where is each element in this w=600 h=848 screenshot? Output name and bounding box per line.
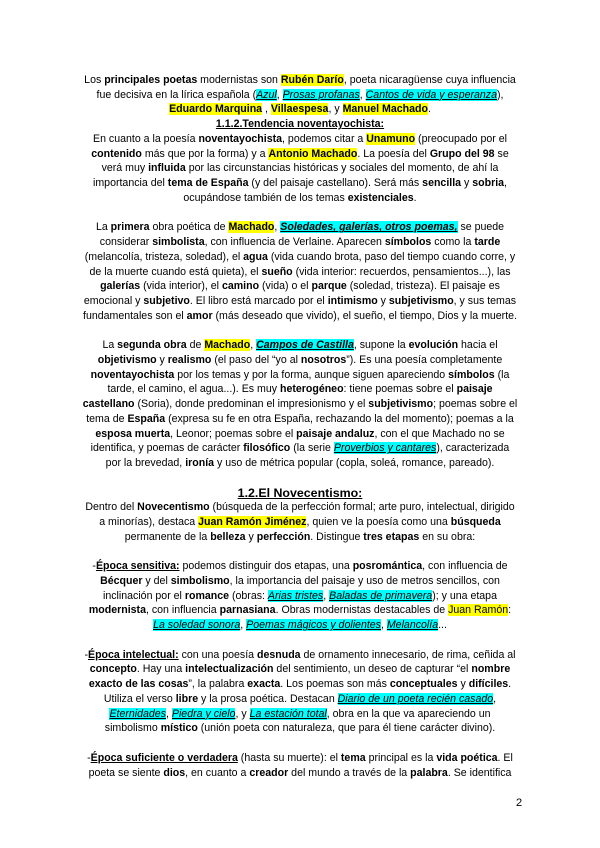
text-run: La	[95, 221, 111, 234]
text-run: ), caracterizada	[436, 442, 510, 455]
text-run: (Soria), donde predominan el impresionismo y el	[134, 398, 369, 411]
text-run: se puede	[457, 221, 505, 234]
text-run: ,	[250, 339, 257, 352]
paragraph	[30, 338, 570, 471]
paragraph	[30, 486, 570, 545]
text-line	[30, 250, 570, 265]
text-line	[30, 220, 570, 235]
text-run: y del	[142, 574, 171, 587]
bold-keyword: influida	[148, 162, 186, 175]
text-run: y	[245, 530, 257, 543]
bold-keyword: perfección	[256, 530, 311, 543]
text-run: -	[87, 751, 91, 764]
highlighted-work-title: Cantos de vida y esperanza	[365, 88, 497, 101]
bold-keyword: Grupo del 98	[429, 147, 495, 160]
text-run: .	[508, 678, 512, 691]
text-line	[30, 707, 570, 722]
highlighted-author-name: Unamuno	[366, 132, 416, 145]
text-line	[30, 147, 570, 162]
text-line	[30, 279, 570, 294]
text-run: y	[377, 295, 389, 308]
text-run: y	[156, 353, 168, 366]
section-heading: 1.2.El Novecentismo:	[237, 485, 363, 500]
text-run: del sentimiento, un deseo de capturar “el	[273, 663, 472, 676]
text-run: principal es la	[365, 751, 437, 764]
text-line	[30, 648, 570, 663]
text-run: :	[508, 604, 512, 617]
text-run: ,	[166, 707, 172, 720]
text-run: , con influencia	[145, 604, 220, 617]
text-run: tarde, el camino, el agua...). Es muy	[107, 383, 280, 396]
text-run: (obras:	[229, 589, 268, 602]
highlighted-work-title: Proverbios y cantares	[333, 442, 437, 455]
bold-keyword: conceptuales	[389, 678, 458, 691]
text-run: de	[186, 339, 205, 352]
text-run: , podemos citar a	[282, 132, 367, 145]
text-line	[30, 88, 570, 103]
text-run: ,	[504, 177, 507, 190]
text-run: , y	[235, 707, 250, 720]
bold-keyword: agua	[243, 250, 268, 263]
bold-keyword: principales poetas	[104, 74, 198, 86]
text-run: ,	[380, 619, 387, 632]
text-run: . El libro está marcado por el	[189, 295, 328, 308]
text-line	[30, 618, 570, 633]
text-run: y uso de métrica popular (copla, soleá, romance, pareado).	[214, 457, 495, 470]
text-line	[30, 766, 570, 781]
bold-keyword: simbolista	[152, 236, 205, 249]
text-run: ; poemas sobre el	[433, 398, 518, 411]
text-line	[30, 73, 570, 88]
text-line	[30, 574, 570, 589]
text-run: modernistas son	[197, 74, 281, 86]
bold-keyword: España	[127, 412, 166, 425]
text-line	[30, 603, 570, 618]
text-run: (la	[494, 368, 510, 381]
text-run: ,	[240, 619, 247, 632]
bold-keyword: exacto de las cosas	[88, 678, 189, 691]
text-run: (soledad, tristeza). El paisaje es	[346, 280, 500, 293]
text-run: identifica, y poemas de carácter	[90, 442, 244, 455]
bold-keyword: símbolos	[448, 368, 495, 381]
bold-keyword: desnuda	[257, 648, 301, 661]
text-run: por los temas y por la forma, aunque siguen apareciendo	[174, 368, 449, 381]
highlighted-work-title: Eternidades	[109, 707, 166, 720]
text-run: ”, la palabra	[188, 678, 248, 691]
bold-keyword: subjetivismo	[368, 398, 434, 411]
page-number: 2	[516, 797, 523, 809]
bold-keyword: exacta	[247, 678, 281, 691]
bold-keyword: sobria	[472, 177, 505, 190]
highlighted-author-name: Machado	[204, 339, 251, 352]
text-run: ),	[496, 88, 504, 101]
text-line	[30, 191, 570, 206]
text-run: , poeta nicaragüense cuya influencia	[343, 74, 516, 86]
text-line	[30, 353, 570, 368]
text-run: importancia del	[93, 177, 168, 190]
text-run: La	[102, 339, 118, 352]
text-run: permanente de la	[124, 530, 211, 543]
highlighted-work-title: Diario de un poeta recién casado	[337, 692, 494, 705]
text-run: , con el que Machado no se	[374, 427, 505, 440]
bold-keyword: libre	[175, 692, 199, 705]
bold-keyword: romance	[184, 589, 230, 602]
paragraph	[30, 73, 570, 206]
text-run: emocional y	[83, 295, 144, 308]
text-line	[30, 427, 570, 442]
highlighted-work-title: Azul	[256, 88, 277, 101]
text-run: -	[92, 560, 96, 573]
bold-keyword: subjetivo	[143, 295, 190, 308]
subsection-heading: 1.1.2.Tendencia noventayochista:	[215, 118, 385, 131]
text-line	[30, 559, 570, 574]
text-line	[30, 338, 570, 353]
bold-keyword: amor	[186, 309, 213, 322]
bold-keyword: Bécquer	[100, 574, 143, 587]
highlighted-work-title: Campos de Castilla	[256, 339, 354, 352]
bold-keyword: símbolos	[384, 236, 432, 249]
text-run: , obra en la que va apareciendo un	[326, 707, 491, 720]
text-run: (vida interior), el	[140, 280, 222, 293]
text-run: . Obras modernistas destacables de	[275, 604, 449, 617]
text-run: , en cuanto a	[185, 766, 250, 779]
text-run: y la prosa poética. Destacan	[198, 692, 338, 705]
text-run: y	[461, 177, 473, 190]
text-run: simbolismo	[104, 722, 161, 735]
text-run: , con influencia de	[422, 560, 508, 573]
text-run: en su obra:	[419, 530, 476, 543]
text-run: (unión poeta con naturaleza, que para él tiene carácter divino).	[197, 722, 496, 735]
highlighted-author-name: Juan Ramón Jiménez	[198, 516, 307, 529]
bold-keyword: contenido	[91, 147, 142, 160]
text-run: a minorías), destaca	[99, 516, 199, 529]
bold-keyword: palabra	[410, 766, 448, 779]
paragraph	[30, 220, 570, 323]
text-run: (vida cuando brota, paso del tiempo cuando corre, y	[267, 250, 516, 263]
bold-keyword: creador	[249, 766, 289, 779]
bold-keyword: evolución	[408, 339, 459, 352]
text-run: obra poética de	[149, 221, 229, 234]
text-run: . Se identifica	[447, 766, 512, 779]
bold-keyword: heterogéneo	[279, 383, 344, 396]
bold-keyword: parnasiana	[219, 604, 276, 617]
bold-keyword: simbolismo	[170, 574, 230, 587]
text-line	[30, 368, 570, 383]
bold-keyword: intelectualización	[185, 663, 274, 676]
bold-keyword: concepto	[89, 663, 137, 676]
highlighted-author-name: Eduardo Marquina	[169, 103, 263, 116]
text-run: fundamentales son el	[83, 309, 187, 322]
text-run: ,	[274, 221, 281, 234]
text-run: por la brevedad,	[105, 457, 186, 470]
text-run: -	[84, 648, 88, 661]
highlighted-author-name: Villaespesa	[270, 103, 329, 116]
blank-line	[30, 471, 570, 486]
text-run: Los	[84, 74, 105, 86]
highlighted-work-title: Arias tristes	[267, 589, 324, 602]
text-run: (búsqueda de la perfección formal; arte puro, intelectual, dirigido	[209, 501, 515, 514]
text-run: . Distingue	[310, 530, 364, 543]
text-line	[30, 309, 570, 324]
highlighted-work-title: Soledades, galerías, otros poemas,	[280, 221, 458, 234]
text-run: ,	[359, 88, 366, 101]
paragraph	[30, 648, 570, 736]
text-run: ...	[438, 619, 447, 632]
highlighted-work-title: La soledad sonora	[153, 619, 241, 632]
paragraph	[30, 751, 570, 780]
bold-keyword: noventayochista	[198, 132, 283, 145]
text-run: (más deseado que vivido), el sueño, el tiempo, Dios y la muerte.	[212, 309, 517, 322]
text-run: (vida interior: recuerdos, pensamientos...), las	[292, 265, 511, 278]
bold-keyword: difíciles	[468, 678, 509, 691]
text-run: , y sus temas	[453, 295, 517, 308]
bold-keyword: ironía	[185, 457, 215, 470]
blank-line	[30, 323, 570, 338]
text-run: se	[494, 147, 509, 160]
blank-line	[30, 206, 570, 221]
text-line	[30, 456, 570, 471]
text-run: : tiene poemas sobre el	[343, 383, 457, 396]
text-run: (la serie	[290, 442, 334, 455]
text-run: , la importancia del paisaje y uso de metros sencillos, con	[229, 574, 500, 587]
bold-keyword: tarde	[474, 236, 501, 249]
text-run: ); y una etapa	[432, 589, 497, 602]
bold-keyword: filosófico	[243, 442, 291, 455]
bold-keyword: búsqueda	[450, 516, 501, 529]
text-run: (melancolía, tristeza, soledad), el	[84, 250, 244, 263]
highlighted-work-title: Prosas profanas	[282, 88, 360, 101]
text-run: fue decisiva en la lírica española (	[96, 88, 257, 101]
bold-keyword: dios	[163, 766, 186, 779]
text-line	[30, 721, 570, 736]
highlighted-author-name: Manuel Machado	[342, 103, 428, 116]
text-line	[30, 486, 570, 501]
text-run: , y	[328, 103, 343, 116]
bold-keyword: nombre	[471, 663, 511, 676]
text-run: más que por la forma) y a	[141, 147, 269, 160]
bold-keyword: objetivismo	[97, 353, 157, 366]
highlighted-work-title: Piedra y cielo	[171, 707, 236, 720]
highlighted-author-name: Juan Ramón	[448, 604, 509, 617]
text-run: con una poesía	[178, 648, 258, 661]
bold-keyword: existenciales	[347, 191, 414, 204]
text-line	[30, 662, 570, 677]
bold-keyword: parque	[311, 280, 347, 293]
text-run: podemos distinguir dos etapas, una	[179, 560, 353, 573]
bold-keyword: vida poética	[436, 751, 498, 764]
paragraph	[30, 559, 570, 633]
highlighted-work-title: Melancolía	[386, 619, 439, 632]
bold-keyword: primera	[110, 221, 150, 234]
text-line	[30, 235, 570, 250]
highlighted-author-name: Antonio Machado	[268, 147, 358, 160]
text-line	[30, 677, 570, 692]
bold-keyword: sueño	[261, 265, 293, 278]
bold-keyword: galerías	[100, 280, 141, 293]
text-run: de la muerte cuando está quieta), el	[89, 265, 262, 278]
text-run: Utiliza el verso	[103, 692, 176, 705]
bold-keyword: intimismo	[327, 295, 378, 308]
text-line	[30, 589, 570, 604]
blank-line	[30, 545, 570, 560]
text-run: .	[427, 103, 431, 116]
blank-line	[30, 633, 570, 648]
text-run: (preocupado por el	[415, 132, 507, 145]
text-line	[30, 382, 570, 397]
text-line	[30, 412, 570, 427]
highlighted-author-name: Rubén Darío	[280, 74, 344, 86]
text-line	[30, 515, 570, 530]
text-line	[30, 265, 570, 280]
text-run: (el paso del “yo al	[211, 353, 301, 366]
text-run: de ornamento innecesario, de rima, ceñida al	[300, 648, 516, 661]
text-run: poeta se siente	[88, 766, 164, 779]
text-run: considerar	[99, 236, 153, 249]
subsection-heading: Época sensitiva:	[95, 560, 180, 573]
bold-keyword: belleza	[210, 530, 246, 543]
text-run: ,	[262, 103, 271, 116]
bold-keyword: realismo	[167, 353, 212, 366]
bold-keyword: paisaje	[456, 383, 493, 396]
highlighted-author-name: Machado	[228, 221, 275, 234]
bold-keyword: Novecentismo	[137, 501, 210, 514]
text-run: y	[457, 678, 469, 691]
text-run: .	[413, 191, 417, 204]
bold-keyword: castellano	[82, 398, 135, 411]
text-line	[30, 500, 570, 515]
bold-keyword: camino	[221, 280, 260, 293]
text-line	[30, 117, 570, 132]
text-run: del mundo a través de la	[288, 766, 411, 779]
text-run: ,	[493, 692, 497, 705]
text-run: verá muy	[101, 162, 149, 175]
bold-keyword: nosotros	[300, 353, 347, 366]
text-run: , Leonor; poemas sobre el	[170, 427, 297, 440]
text-line	[30, 102, 570, 117]
text-run: tema de	[86, 412, 128, 425]
text-run: , supone la	[353, 339, 409, 352]
text-run: , con influencia de Verlaine. Aparecen	[204, 236, 385, 249]
subsection-heading: Época intelectual:	[88, 648, 179, 661]
text-run: (vida) o el	[259, 280, 312, 293]
bold-keyword: sencilla	[422, 177, 462, 190]
bold-keyword: esposa muerta	[95, 427, 171, 440]
text-run: (expresa su fe en otra España, rechazando la del momento); poemas a la	[165, 412, 514, 425]
bold-keyword: modernista	[88, 604, 146, 617]
text-run: ,	[323, 589, 330, 602]
text-line	[30, 441, 570, 456]
text-run: ,	[276, 88, 283, 101]
subsection-heading: Época suficiente o verdadera	[90, 751, 238, 764]
bold-keyword: posromántica	[352, 560, 423, 573]
text-run: (y del paisaje castellano). Será más	[248, 177, 423, 190]
text-run: , quien ve la poesía como una	[306, 516, 451, 529]
text-line	[30, 294, 570, 309]
text-run: En cuanto a la poesía	[93, 132, 199, 145]
text-run: . El	[497, 751, 513, 764]
highlighted-work-title: La estación total	[249, 707, 327, 720]
text-run: por las circunstancias históricas y sociales del momento, de ahí la	[185, 162, 499, 175]
bold-keyword: tema	[340, 751, 366, 764]
text-run: hacia el	[458, 339, 498, 352]
bold-keyword: subjetivismo	[388, 295, 454, 308]
text-run: . Los poemas son más	[280, 678, 390, 691]
text-run: Dentro del	[85, 501, 138, 514]
highlighted-work-title: Baladas de primavera	[329, 589, 433, 602]
bold-keyword: paisaje andaluz	[296, 427, 375, 440]
highlighted-work-title: Poemas mágicos y dolientes	[246, 619, 381, 632]
bold-keyword: segunda obra	[117, 339, 187, 352]
text-run: . Hay una	[136, 663, 186, 676]
bold-keyword: tres etapas	[363, 530, 420, 543]
text-line	[30, 132, 570, 147]
bold-keyword: noventayochista	[90, 368, 175, 381]
bold-keyword: místico	[160, 722, 198, 735]
text-line	[30, 397, 570, 412]
text-line	[30, 530, 570, 545]
text-run: como la	[431, 236, 475, 249]
text-line	[30, 161, 570, 176]
text-run: (hasta su muerte): el	[237, 751, 341, 764]
text-line	[30, 751, 570, 766]
text-run: ”). Es una poesía completamente	[346, 353, 503, 366]
text-run: ocupándose también de los temas	[183, 191, 348, 204]
text-line	[30, 176, 570, 191]
bold-keyword: tema de España	[167, 177, 249, 190]
blank-line	[30, 736, 570, 751]
text-run: inclinación por el	[103, 589, 185, 602]
text-run: . La poesía del	[357, 147, 430, 160]
text-line	[30, 692, 570, 707]
document-page-body	[30, 73, 570, 780]
